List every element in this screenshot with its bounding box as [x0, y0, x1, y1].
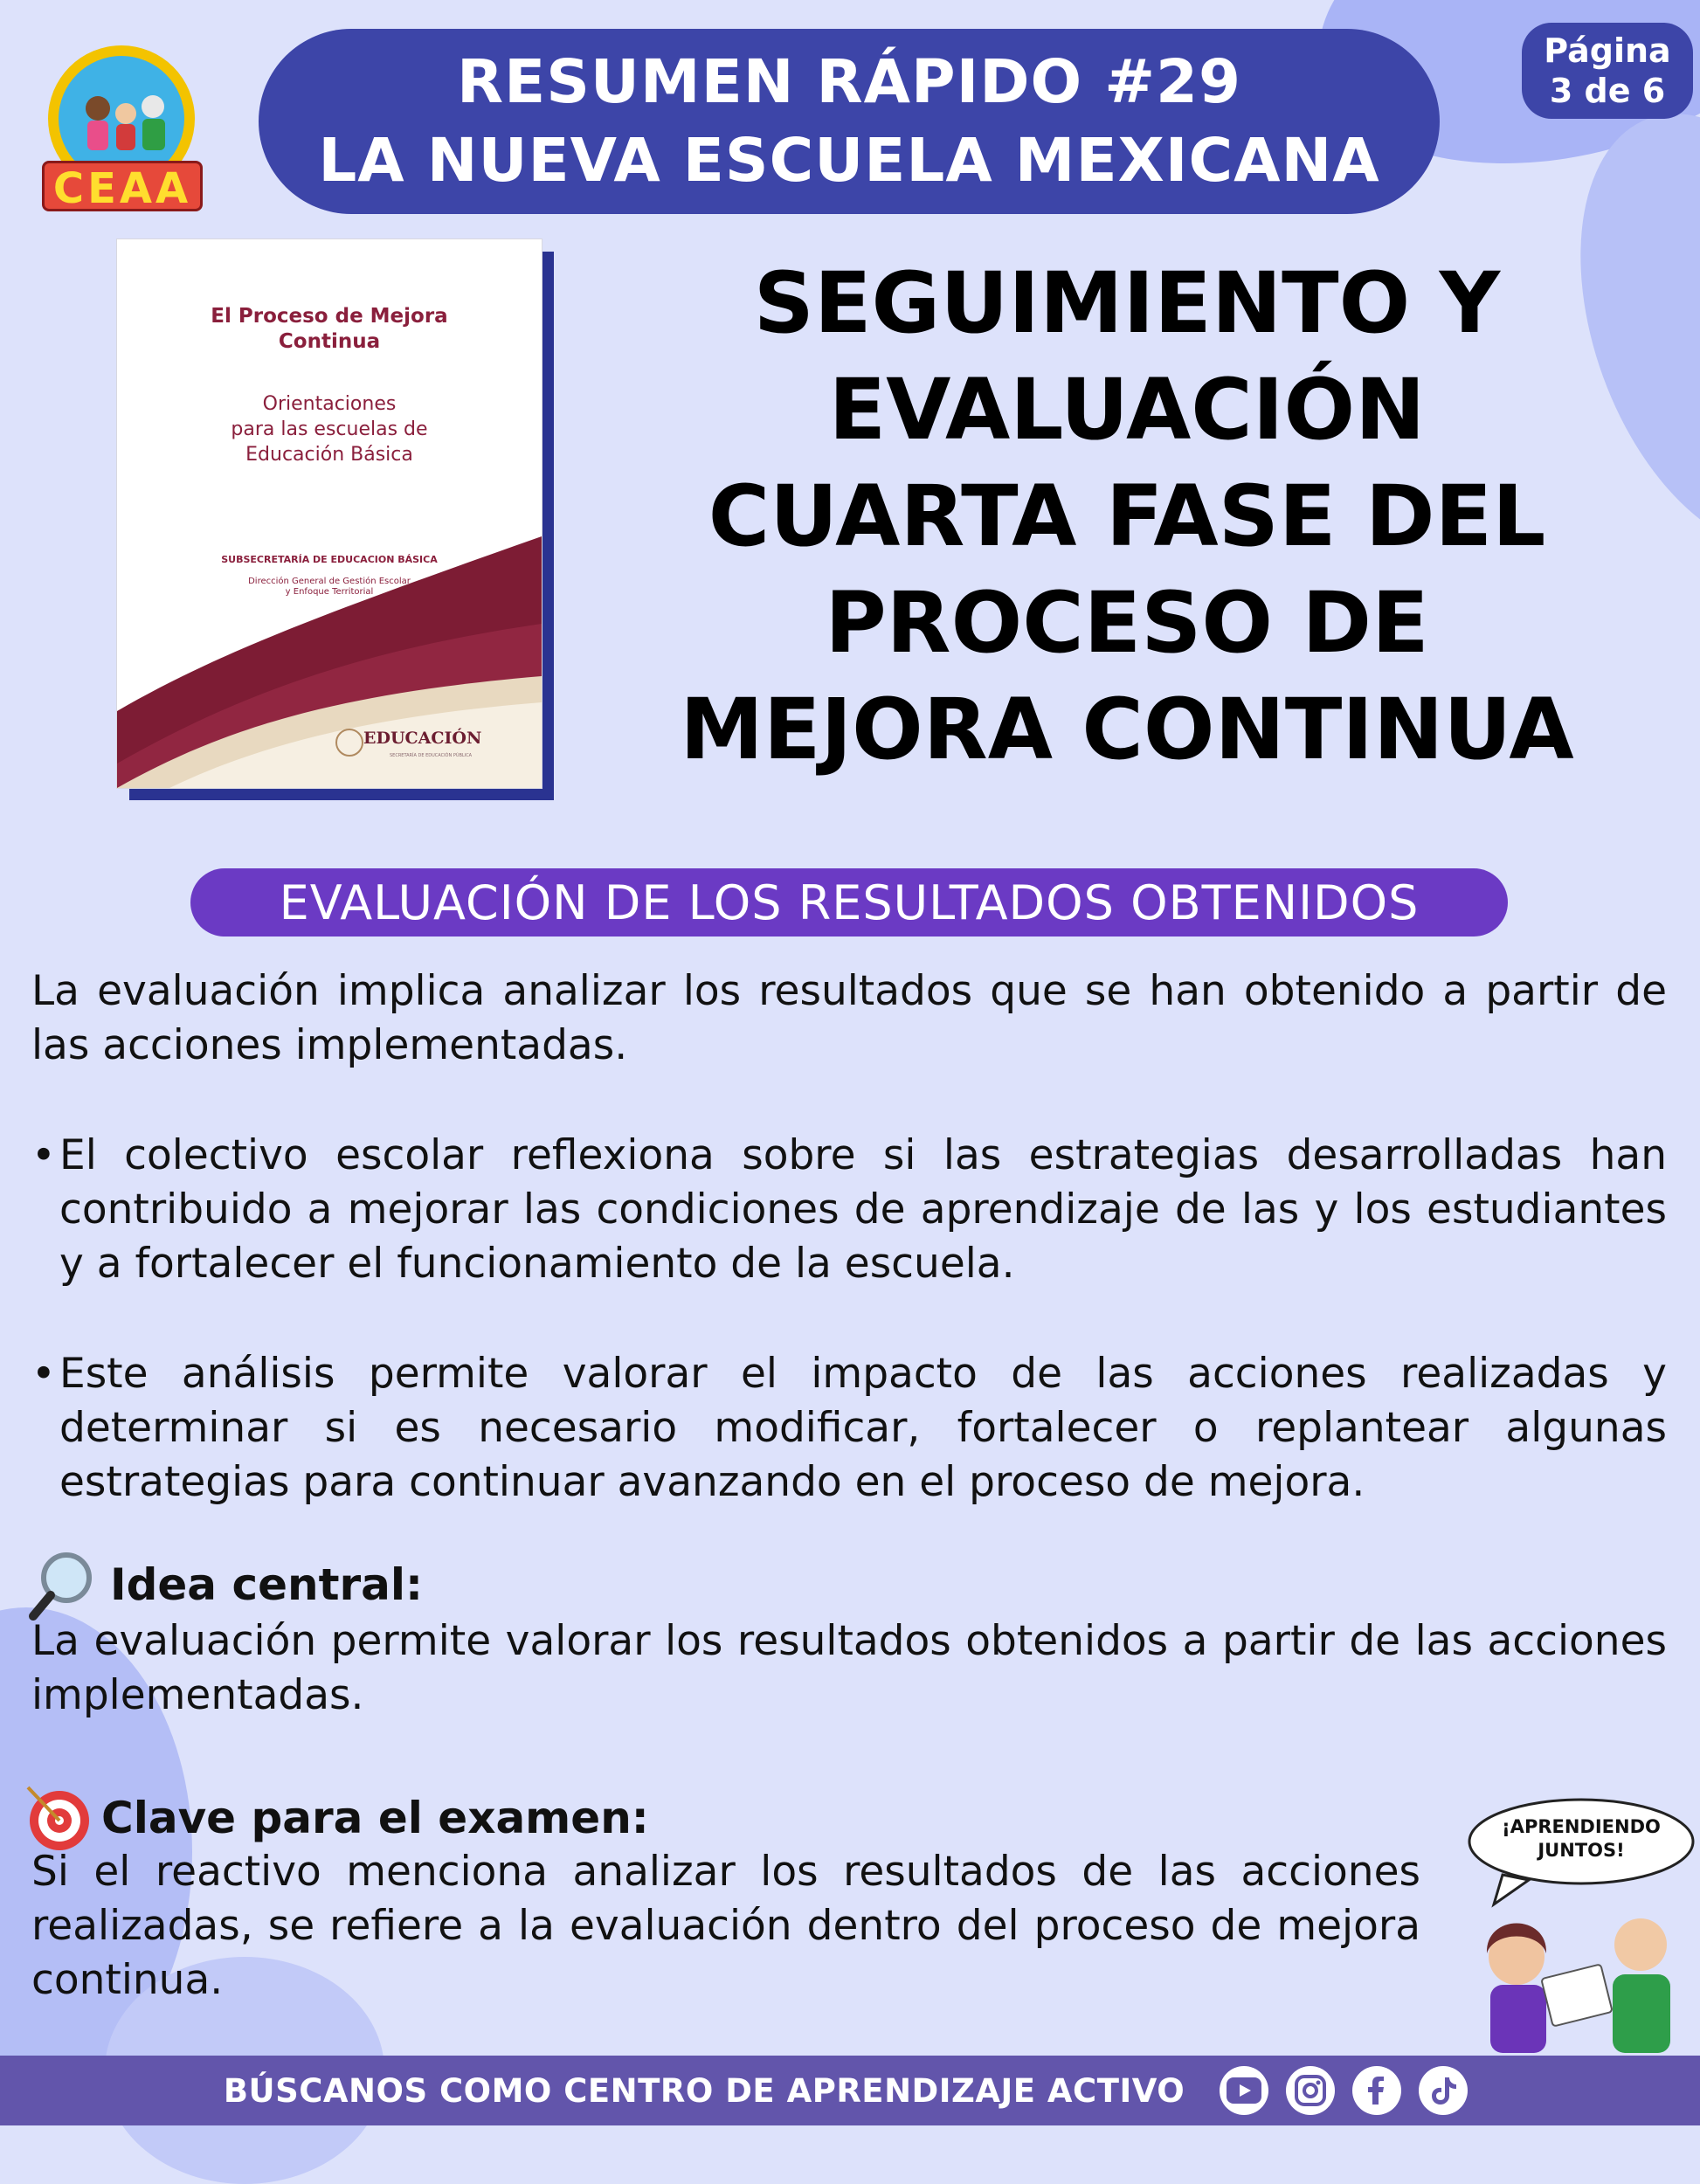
- list-item: [31, 1347, 1667, 1510]
- idea-text: La evaluación permite valorar los resultados obtenidos a partir de las acciones implementadas.: [31, 1617, 1667, 1719]
- tiktok-icon[interactable]: [1419, 2066, 1468, 2115]
- section-title: EVALUACIÓN DE LOS RESULTADOS OBTENIDOS: [190, 868, 1508, 936]
- booklet-direccion-line: Dirección General de Gestión Escolar: [248, 577, 411, 586]
- footer: [0, 2056, 1700, 2125]
- heading-line: MEJORA CONTINUA: [680, 681, 1574, 778]
- booklet-direccion-line: y Enfoque Territorial: [285, 587, 374, 597]
- idea-heading: [24, 1546, 423, 1623]
- bullet-text: El colectivo escolar reflexiona sobre si las estrategias desarrolladas han contribuido a mejorar las condiciones de aprendizaje de las y los estudiantes y a fortalecer el funcionamiento de la escuela.: [59, 1131, 1667, 1288]
- list-item: [31, 1129, 1667, 1291]
- header-title-line2: LA NUEVA ESCUELA MEXICANA: [318, 126, 1380, 196]
- mascot-bubble-line: ¡APRENDIENDO: [1502, 1816, 1661, 1837]
- bullet-dot: •: [31, 1350, 56, 1398]
- page-label: Página: [1544, 31, 1671, 70]
- mascot-illustration: [1441, 1791, 1695, 2053]
- booklet-subtitle-line: para las escuelas de: [231, 418, 428, 440]
- key-heading: [21, 1782, 649, 1854]
- heading-line: EVALUACIÓN: [828, 361, 1426, 459]
- booklet-title: [117, 304, 542, 355]
- mascot-bubble-line: JUNTOS!: [1538, 1840, 1625, 1861]
- page-badge: [1522, 23, 1693, 119]
- bullet-text: Este análisis permite valorar el impacto de las acciones realizadas y determinar si es necesario modificar, fortalecer o replantear algunas estrategias para continuar avanzando en el proceso de mejora.: [59, 1350, 1667, 1506]
- idea-title: Idea central:: [110, 1559, 424, 1610]
- key-title: Clave para el examen:: [101, 1793, 649, 1843]
- logo-text: CEAA: [42, 161, 203, 211]
- booklet-direccion: [117, 577, 542, 598]
- header-title: [259, 29, 1440, 214]
- target-icon: [21, 1782, 93, 1854]
- youtube-icon[interactable]: [1220, 2066, 1268, 2115]
- bullet-dot: •: [31, 1131, 56, 1179]
- magnifier-icon: [24, 1546, 101, 1623]
- booklet-subtitle-line: Orientaciones: [262, 393, 397, 415]
- booklet-cover: [117, 239, 542, 788]
- main-heading: [612, 250, 1642, 783]
- booklet-subtitle: [117, 391, 542, 467]
- heading-line: PROCESO DE: [825, 574, 1429, 672]
- page-count: 3 de 6: [1549, 72, 1666, 110]
- booklet-subsecretaria: SUBSECRETARÍA DE EDUCACION BÁSICA: [221, 554, 438, 565]
- heading-line: SEGUIMIENTO Y: [753, 254, 1501, 352]
- facebook-icon[interactable]: [1352, 2066, 1401, 2115]
- intro-paragraph: La evaluación implica analizar los resultados que se han obtenido a partir de las acciones implementadas.: [31, 967, 1667, 1069]
- ceaa-logo: [28, 38, 216, 213]
- footer-text: BÚSCANOS COMO CENTRO DE APRENDIZAJE ACTIVO: [223, 2071, 1185, 2110]
- instagram-icon[interactable]: [1286, 2066, 1335, 2115]
- booklet-brand-sub: SECRETARÍA DE EDUCACIÓN PÚBLICA: [390, 753, 473, 758]
- booklet-brand: EDUCACIÓN: [363, 729, 482, 748]
- mascot-bubble: [1469, 1815, 1693, 1863]
- header-title-line1: RESUMEN RÁPIDO #29: [456, 47, 1242, 117]
- booklet-subtitle-line: Educación Básica: [245, 444, 413, 466]
- booklet-title-text: El Proceso de Mejora Continua: [211, 305, 448, 353]
- key-text: Si el reactivo menciona analizar los resultados de las acciones realizadas, se refiere a la evaluación dentro del proceso de mejora continua.: [31, 1848, 1420, 2004]
- seal-icon: [335, 729, 363, 757]
- heading-line: CUARTA FASE DEL: [708, 467, 1546, 565]
